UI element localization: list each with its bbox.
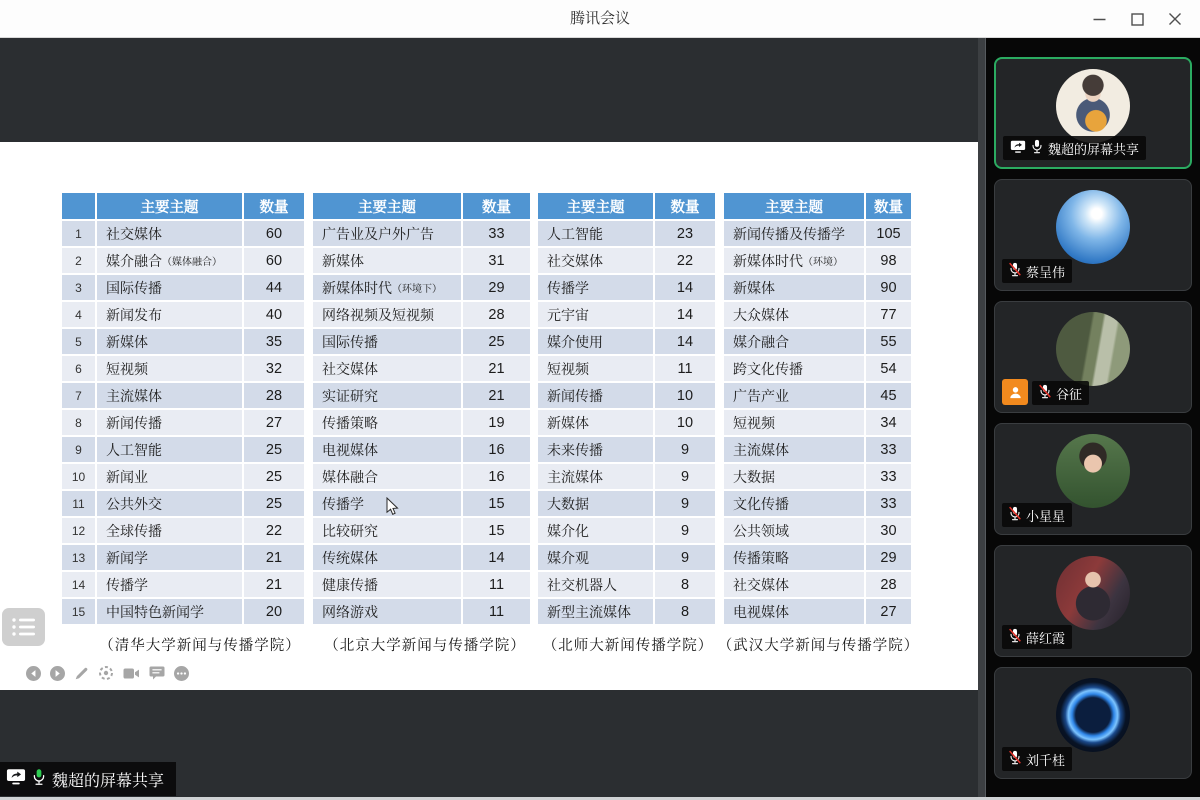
count-cell: 8 — [655, 572, 715, 597]
column-gap — [532, 599, 536, 624]
count-cell: 21 — [244, 572, 304, 597]
topic-header: 主要主题 — [313, 193, 461, 219]
topic-cell: 文化传播 — [724, 491, 864, 516]
count-cell: 11 — [655, 356, 715, 381]
participant-name: 谷征 — [1056, 386, 1083, 402]
topic-cell: 国际传播 — [313, 329, 461, 354]
count-header: 数量 — [463, 193, 530, 219]
count-cell: 21 — [463, 383, 530, 408]
row-number-cell: 10 — [62, 464, 95, 489]
list-icon — [11, 616, 37, 638]
count-cell: 25 — [244, 464, 304, 489]
column-gap — [306, 464, 311, 489]
count-cell: 22 — [655, 248, 715, 273]
close-button[interactable] — [1156, 0, 1194, 38]
mic-muted-icon — [1039, 384, 1051, 402]
count-cell: 33 — [463, 221, 530, 246]
column-gap — [532, 248, 536, 273]
count-cell: 15 — [463, 491, 530, 516]
topic-header: 主要主题 — [724, 193, 864, 219]
table-caption-tsinghua: （清华大学新闻与传播学院） — [99, 638, 301, 654]
next-slide-icon — [50, 666, 65, 681]
count-cell: 14 — [463, 545, 530, 570]
comments-icon — [149, 666, 165, 680]
count-cell: 8 — [655, 599, 715, 624]
row-number-cell: 7 — [62, 383, 95, 408]
count-cell: 9 — [655, 545, 715, 570]
count-cell: 21 — [463, 356, 530, 381]
participant-name: 蔡呈伟 — [1026, 264, 1066, 280]
topic-cell: 传播学 — [313, 491, 461, 516]
topic-cell: 广告产业 — [724, 383, 864, 408]
topic-cell: 新媒体 — [724, 275, 864, 300]
column-gap — [717, 518, 722, 543]
row-number-cell: 11 — [62, 491, 95, 516]
column-gap — [532, 437, 536, 462]
row-number-cell: 1 — [62, 221, 95, 246]
participant-name: 刘千桂 — [1026, 752, 1066, 768]
column-gap — [306, 302, 311, 327]
column-gap — [306, 410, 311, 435]
topic-cell: 主流媒体 — [97, 383, 242, 408]
mic-muted-icon — [1009, 628, 1021, 646]
participant-label — [1032, 381, 1089, 405]
share-banner-label: 魏超的屏幕共享 — [52, 772, 165, 790]
participants-sidebar — [985, 38, 1200, 797]
topic-cell: 媒介观 — [538, 545, 653, 570]
slideshow-toolbar — [26, 665, 189, 681]
count-cell: 29 — [866, 545, 911, 570]
avatar — [1056, 69, 1130, 143]
column-gap — [306, 599, 311, 624]
count-cell: 60 — [244, 248, 304, 273]
participant-tile-xuehongxia[interactable] — [994, 545, 1192, 657]
minimize-button[interactable] — [1080, 0, 1118, 38]
avatar — [1056, 434, 1130, 508]
count-cell: 19 — [463, 410, 530, 435]
pen-icon — [74, 666, 89, 681]
topic-cell: 短视频 — [538, 356, 653, 381]
column-gap — [532, 410, 536, 435]
column-gap — [717, 356, 722, 381]
topic-cell: 媒体融合 — [313, 464, 461, 489]
participant-name: 小星星 — [1026, 508, 1066, 524]
participant-tile-guzheng[interactable] — [994, 301, 1192, 413]
column-gap — [717, 248, 722, 273]
participant-label — [1002, 747, 1072, 771]
mic-muted-icon — [1009, 750, 1021, 768]
topic-cell: 社交媒体 — [724, 572, 864, 597]
topic-cell: 传播策略 — [313, 410, 461, 435]
topic-cell: 传播策略 — [724, 545, 864, 570]
topic-cell: 媒介融合 — [724, 329, 864, 354]
count-cell: 55 — [866, 329, 911, 354]
topic-cell: 社交媒体 — [97, 221, 242, 246]
count-cell: 29 — [463, 275, 530, 300]
count-cell: 10 — [655, 410, 715, 435]
column-gap — [306, 193, 311, 219]
topic-cell: 社交媒体 — [538, 248, 653, 273]
topic-cell: 新闻传播 — [538, 383, 653, 408]
column-gap — [306, 221, 311, 246]
count-header: 数量 — [866, 193, 911, 219]
shared-screen-area — [0, 38, 978, 797]
row-number-cell: 6 — [62, 356, 95, 381]
count-cell: 21 — [244, 545, 304, 570]
avatar — [1056, 678, 1130, 752]
member-badge — [1002, 379, 1028, 405]
topic-cell: 电视媒体 — [724, 599, 864, 624]
close-icon — [1168, 12, 1182, 26]
column-gap — [532, 275, 536, 300]
topic-cell: 新媒体 — [97, 329, 242, 354]
column-gap — [717, 329, 722, 354]
row-number-cell: 8 — [62, 410, 95, 435]
column-gap — [717, 221, 722, 246]
minimize-icon — [1093, 13, 1106, 26]
topic-cell: 人工智能 — [97, 437, 242, 462]
participant-label — [1002, 259, 1072, 283]
row-number-cell: 13 — [62, 545, 95, 570]
mic-muted-icon — [1009, 506, 1021, 524]
column-gap — [306, 383, 311, 408]
count-cell: 105 — [866, 221, 911, 246]
column-gap — [306, 356, 311, 381]
count-cell: 27 — [244, 410, 304, 435]
topic-cell: 全球传播 — [97, 518, 242, 543]
titlebar — [0, 0, 1200, 38]
topic-cell: 电视媒体 — [313, 437, 461, 462]
participant-tile-xiaoxingxing[interactable] — [994, 423, 1192, 535]
camera-icon — [123, 667, 140, 680]
column-gap — [717, 275, 722, 300]
avatar — [1056, 190, 1130, 264]
topic-cell: 主流媒体 — [538, 464, 653, 489]
count-header: 数量 — [244, 193, 304, 219]
count-cell: 35 — [244, 329, 304, 354]
count-cell: 15 — [463, 518, 530, 543]
mouse-cursor — [386, 497, 399, 521]
column-gap — [306, 248, 311, 273]
row-number-cell: 4 — [62, 302, 95, 327]
count-cell: 40 — [244, 302, 304, 327]
count-cell: 30 — [866, 518, 911, 543]
column-gap — [717, 572, 722, 597]
count-cell: 14 — [655, 329, 715, 354]
table-caption-peking: （北京大学新闻与传播学院） — [324, 638, 526, 654]
column-gap — [532, 356, 536, 381]
count-cell: 11 — [463, 572, 530, 597]
count-cell: 45 — [866, 383, 911, 408]
topic-cell: 媒介使用 — [538, 329, 653, 354]
mic-on-icon — [32, 768, 46, 791]
column-gap — [532, 545, 536, 570]
mic-muted-icon — [1009, 262, 1021, 280]
participant-tile-liuqiangui[interactable] — [994, 667, 1192, 779]
column-gap — [532, 383, 536, 408]
count-cell: 9 — [655, 464, 715, 489]
column-gap — [306, 275, 311, 300]
count-cell: 28 — [866, 572, 911, 597]
topic-cell: 媒介融合 （媒体融合） — [97, 248, 242, 273]
window-title: 腾讯会议 — [569, 10, 630, 27]
column-gap — [717, 491, 722, 516]
topic-header: 主要主题 — [97, 193, 242, 219]
row-number-cell: 9 — [62, 437, 95, 462]
participant-label — [1002, 625, 1072, 649]
count-cell: 25 — [244, 437, 304, 462]
column-gap — [717, 599, 722, 624]
column-gap — [717, 410, 722, 435]
count-cell: 31 — [463, 248, 530, 273]
screen-share-banner — [0, 762, 176, 796]
count-cell: 16 — [463, 437, 530, 462]
count-cell: 33 — [866, 437, 911, 462]
topic-cell: 广告业及户外广告 — [313, 221, 461, 246]
column-gap — [717, 437, 722, 462]
topic-cell: 传播学 — [97, 572, 242, 597]
topic-cell: 比较研究 — [313, 518, 461, 543]
topic-cell: 人工智能 — [538, 221, 653, 246]
row-number-header — [62, 193, 95, 219]
table-caption-wuhan: （武汉大学新闻与传播学院） — [717, 638, 920, 654]
topic-cell: 短视频 — [724, 410, 864, 435]
topic-cell: 传播学 — [538, 275, 653, 300]
table-caption-bnu: （北师大新闻传播学院） — [542, 638, 714, 654]
topic-cell: 大众媒体 — [724, 302, 864, 327]
topic-header: 主要主题 — [538, 193, 653, 219]
count-cell: 33 — [866, 464, 911, 489]
count-cell: 34 — [866, 410, 911, 435]
count-cell: 27 — [866, 599, 911, 624]
count-cell: 33 — [866, 491, 911, 516]
column-gap — [532, 302, 536, 327]
topic-cell: 媒介化 — [538, 518, 653, 543]
more-icon — [174, 666, 189, 681]
count-cell: 14 — [655, 302, 715, 327]
topic-cell: 新型主流媒体 — [538, 599, 653, 624]
count-cell: 9 — [655, 437, 715, 462]
topic-cell: 传统媒体 — [313, 545, 461, 570]
topic-cell: 新闻发布 — [97, 302, 242, 327]
row-number-cell: 14 — [62, 572, 95, 597]
topic-cell: 公共外交 — [97, 491, 242, 516]
mic-on-icon — [1031, 139, 1043, 157]
topic-cell: 健康传播 — [313, 572, 461, 597]
row-number-cell: 12 — [62, 518, 95, 543]
topic-cell: 新闻传播 — [97, 410, 242, 435]
topic-cell: 新媒体 — [538, 410, 653, 435]
participant-label — [1002, 503, 1072, 527]
topic-cell: 新媒体时代 （环境下） — [313, 275, 461, 300]
column-gap — [532, 193, 536, 219]
count-cell: 14 — [655, 275, 715, 300]
topic-cell: 社交机器人 — [538, 572, 653, 597]
row-number-cell: 2 — [62, 248, 95, 273]
count-cell: 28 — [244, 383, 304, 408]
column-gap — [717, 545, 722, 570]
participant-tile-weichao[interactable] — [994, 57, 1192, 169]
column-gap — [717, 383, 722, 408]
participant-name: 魏超的屏幕共享 — [1048, 141, 1140, 157]
count-cell: 25 — [463, 329, 530, 354]
count-cell: 28 — [463, 302, 530, 327]
column-gap — [717, 193, 722, 219]
topic-cell: 跨文化传播 — [724, 356, 864, 381]
laser-pointer-icon — [98, 665, 114, 681]
count-cell: 54 — [866, 356, 911, 381]
participant-label — [1003, 136, 1146, 160]
topic-cell: 新媒体 — [313, 248, 461, 273]
count-cell: 23 — [655, 221, 715, 246]
topic-cell: 主流媒体 — [724, 437, 864, 462]
count-cell: 77 — [866, 302, 911, 327]
count-header: 数量 — [655, 193, 715, 219]
topic-cell: 国际传播 — [97, 275, 242, 300]
topic-table — [62, 193, 911, 624]
sidebar-scrollbar[interactable] — [978, 38, 985, 797]
topic-cell: 新媒体时代 （环境） — [724, 248, 864, 273]
column-gap — [532, 491, 536, 516]
slideshow-menu-button — [2, 608, 45, 646]
count-cell: 22 — [244, 518, 304, 543]
column-gap — [306, 491, 311, 516]
shared-slide — [0, 142, 978, 690]
avatar — [1056, 312, 1130, 386]
topic-cell: 短视频 — [97, 356, 242, 381]
window-controls — [1080, 0, 1194, 38]
column-gap — [306, 572, 311, 597]
column-gap — [306, 545, 311, 570]
count-cell: 98 — [866, 248, 911, 273]
count-cell: 20 — [244, 599, 304, 624]
column-gap — [532, 572, 536, 597]
topic-cell: 网络视频及短视频 — [313, 302, 461, 327]
count-cell: 9 — [655, 491, 715, 516]
column-gap — [306, 329, 311, 354]
row-number-cell: 15 — [62, 599, 95, 624]
topic-cell: 网络游戏 — [313, 599, 461, 624]
maximize-button[interactable] — [1118, 0, 1156, 38]
column-gap — [532, 518, 536, 543]
topic-cell: 大数据 — [724, 464, 864, 489]
count-cell: 9 — [655, 518, 715, 543]
topic-cell: 未来传播 — [538, 437, 653, 462]
count-cell: 60 — [244, 221, 304, 246]
column-gap — [532, 221, 536, 246]
column-gap — [532, 464, 536, 489]
topic-cell: 新闻传播及传播学 — [724, 221, 864, 246]
maximize-icon — [1131, 13, 1144, 26]
row-number-cell: 3 — [62, 275, 95, 300]
topic-cell: 大数据 — [538, 491, 653, 516]
previous-slide-icon — [26, 666, 41, 681]
person-icon — [1008, 385, 1023, 400]
count-cell: 25 — [244, 491, 304, 516]
column-gap — [306, 437, 311, 462]
column-gap — [717, 464, 722, 489]
count-cell: 16 — [463, 464, 530, 489]
count-cell: 44 — [244, 275, 304, 300]
topic-cell: 元宇宙 — [538, 302, 653, 327]
count-cell: 32 — [244, 356, 304, 381]
count-cell: 90 — [866, 275, 911, 300]
row-number-cell: 5 — [62, 329, 95, 354]
topic-cell: 社交媒体 — [313, 356, 461, 381]
avatar — [1056, 556, 1130, 630]
column-gap — [306, 518, 311, 543]
count-cell: 10 — [655, 383, 715, 408]
count-cell: 11 — [463, 599, 530, 624]
column-gap — [717, 302, 722, 327]
participant-tile-caichengwei[interactable] — [994, 179, 1192, 291]
screen-share-icon — [1010, 140, 1026, 156]
screen-share-icon — [6, 768, 26, 790]
topic-cell: 中国特色新闻学 — [97, 599, 242, 624]
topic-cell: 实证研究 — [313, 383, 461, 408]
participant-name: 薛红霞 — [1026, 630, 1066, 646]
column-gap — [532, 329, 536, 354]
topic-cell: 新闻业 — [97, 464, 242, 489]
topic-cell: 公共领域 — [724, 518, 864, 543]
topic-cell: 新闻学 — [97, 545, 242, 570]
